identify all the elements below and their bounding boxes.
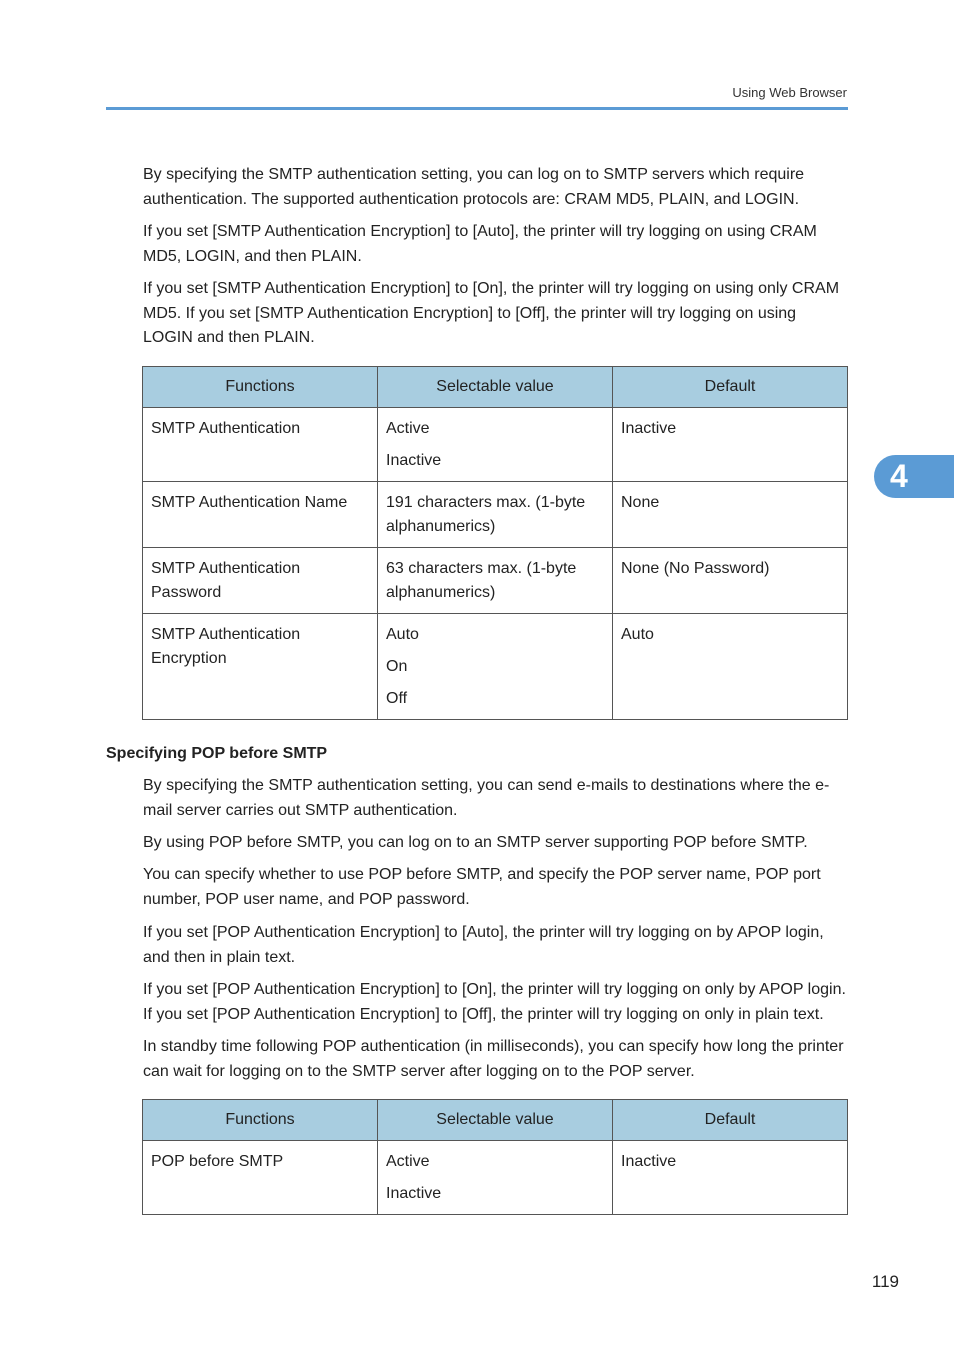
selectable-value-cell: 191 characters max. (1-byte alphanumerics)	[378, 482, 613, 548]
column-header: Functions	[143, 367, 378, 408]
selectable-value-cell: Active Inactive	[378, 408, 613, 482]
default-cell: Inactive	[613, 1141, 848, 1215]
table-row	[143, 1141, 848, 1215]
intro-paragraph: If you set [SMTP Authentication Encryption] to [Auto], the printer will try logging on using CRAM MD5, LOGIN, and then PLAIN.	[143, 223, 817, 265]
section-paragraph: By specifying the SMTP authentication setting, you can send e-mails to destinations where the e-mail server carries out SMTP authentication.	[143, 777, 830, 819]
function-cell: SMTP Authentication Encryption	[143, 614, 378, 720]
table-row	[143, 548, 848, 614]
selectable-value-cell: Active Inactive	[378, 1141, 613, 1215]
function-cell: SMTP Authentication Name	[143, 482, 378, 548]
default-cell: Inactive	[613, 408, 848, 482]
table-row	[143, 614, 848, 720]
intro-paragraph: By specifying the SMTP authentication setting, you can log on to SMTP servers which require authentication. The supported authentication protocols are: CRAM MD5, PLAIN, and LOGIN.	[143, 166, 805, 208]
section-paragraph: If you set [POP Authentication Encryption] to [Auto], the printer will try logging on by APOP login, and then in plain text.	[143, 924, 824, 966]
function-cell: SMTP Authentication	[143, 408, 378, 482]
default-cell: None (No Password)	[613, 548, 848, 614]
smtp-auth-table	[142, 366, 848, 720]
column-header: Selectable value	[378, 367, 613, 408]
section-paragraph: You can specify whether to use POP before SMTP, and specify the POP server name, POP port number, POP user name, and POP password.	[143, 866, 821, 908]
page-header-title: Using Web Browser	[732, 85, 847, 100]
section-heading: Specifying POP before SMTP	[106, 745, 328, 762]
default-cell: None	[613, 482, 848, 548]
chapter-tab: 4	[874, 455, 954, 498]
page-number: 119	[871, 1272, 899, 1291]
column-header: Selectable value	[378, 1100, 613, 1141]
default-cell: Auto	[613, 614, 848, 720]
table-header-row	[143, 1100, 848, 1141]
column-header: Functions	[143, 1100, 378, 1141]
table-row	[143, 482, 848, 548]
pop-before-smtp-table	[142, 1099, 848, 1215]
column-header: Default	[613, 367, 848, 408]
function-cell: SMTP Authentication Password	[143, 548, 378, 614]
intro-paragraph: If you set [SMTP Authentication Encryption] to [On], the printer will try logging on using only CRAM MD5. If you set [SMTP Authentication Encryption] to [Off], the printer will try logging on using LOGIN and then PLAIN.	[143, 280, 840, 346]
header-rule	[106, 107, 848, 110]
column-header: Default	[613, 1100, 848, 1141]
table-row	[143, 408, 848, 482]
section-paragraph: If you set [POP Authentication Encryption] to [On], the printer will try logging on only by APOP login. If you set [POP Authentication Encryption] to [Off], the printer will try logging on only in plain text.	[143, 981, 846, 1023]
section-paragraph: In standby time following POP authentication (in milliseconds), you can specify how long the printer can wait for logging on to the SMTP server after logging on to the POP server.	[143, 1038, 844, 1080]
selectable-value-cell: Auto On Off	[378, 614, 613, 720]
function-cell: POP before SMTP	[143, 1141, 378, 1215]
section-paragraph: By using POP before SMTP, you can log on to an SMTP server supporting POP before SMTP.	[143, 834, 808, 851]
table-header-row	[143, 367, 848, 408]
selectable-value-cell: 63 characters max. (1-byte alphanumerics)	[378, 548, 613, 614]
